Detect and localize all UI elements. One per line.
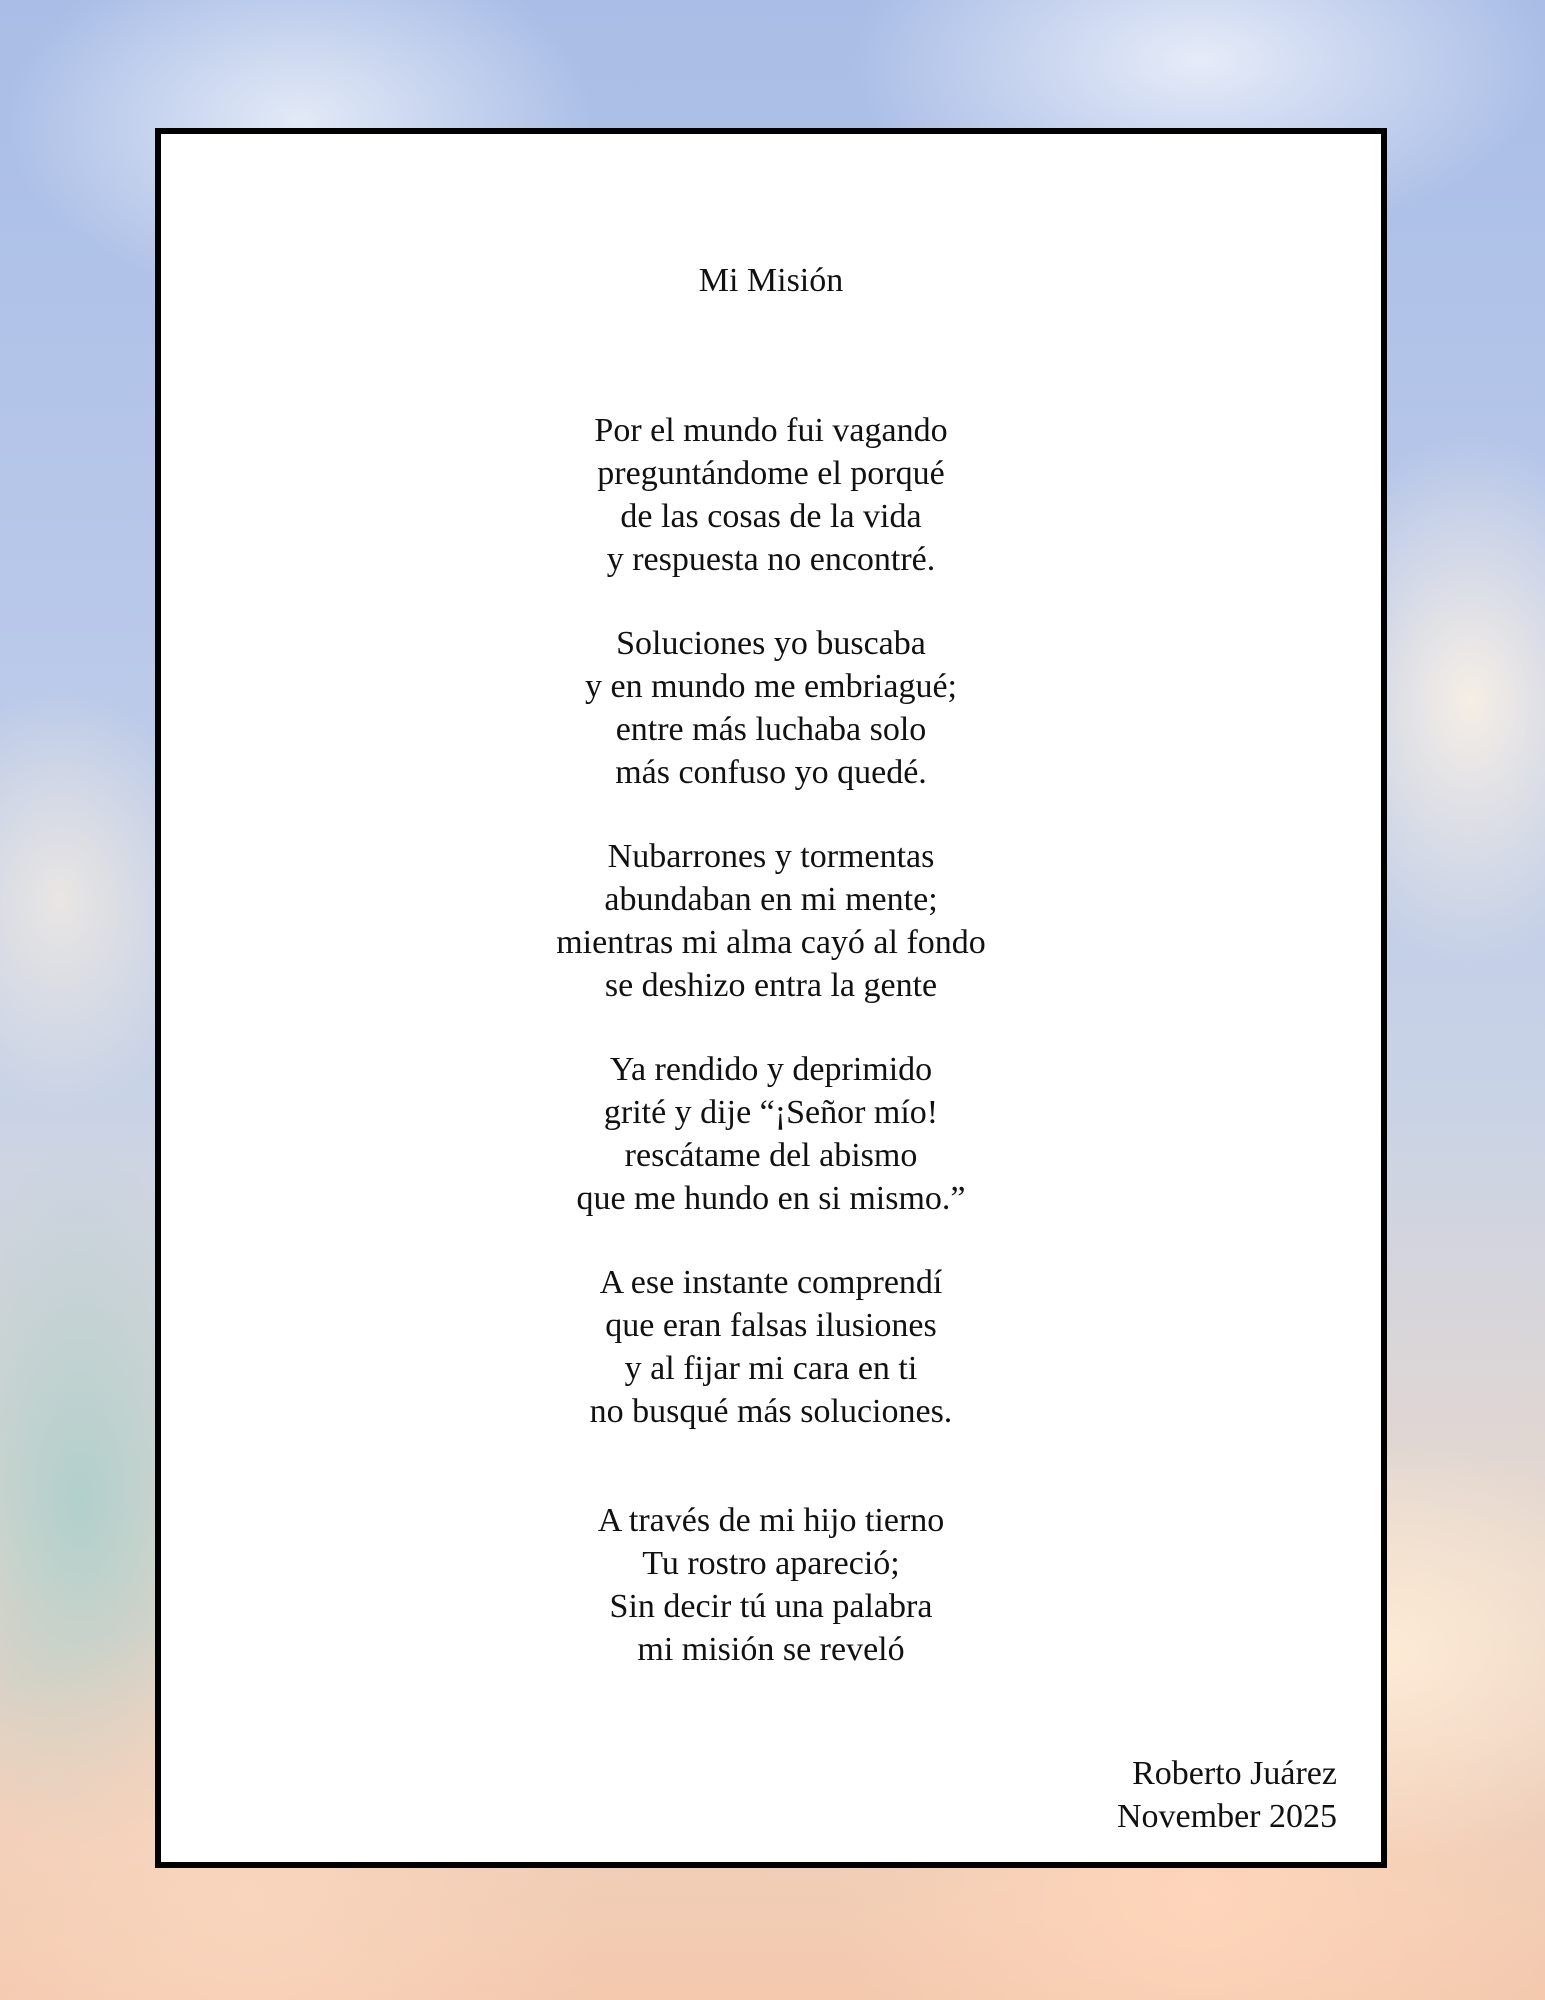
- verse-line: Por el mundo fui vagando: [594, 412, 948, 449]
- verse-line: preguntándome el porqué: [597, 455, 945, 492]
- verse-line: que eran falsas ilusiones: [605, 1307, 937, 1344]
- poem-page: [155, 128, 1387, 1868]
- verse-line: de las cosas de la vida: [620, 498, 922, 535]
- verse-line: rescátame del abismo: [624, 1137, 918, 1174]
- author-name: Roberto Juárez: [1132, 1755, 1337, 1792]
- verse-line: y al fijar mi cara en ti: [624, 1350, 918, 1387]
- verse-line: mi misión se reveló: [637, 1631, 905, 1668]
- stanza: [161, 835, 1381, 1007]
- stanza: [161, 409, 1381, 581]
- verse-line: y en mundo me embriagué;: [584, 668, 957, 705]
- verse-line: y respuesta no encontré.: [606, 541, 936, 578]
- verse-line: A través de mi hijo tierno: [597, 1502, 945, 1539]
- poem-body: [161, 409, 1381, 1712]
- stanza: [161, 622, 1381, 794]
- verse-line: no busqué más soluciones.: [589, 1393, 953, 1430]
- verse-line: entre más luchaba solo: [615, 711, 927, 748]
- poem-date: November 2025: [1116, 1798, 1337, 1835]
- verse-line: mientras mi alma cayó al fondo: [556, 924, 986, 961]
- verse-line: A ese instante comprendí: [599, 1264, 943, 1301]
- stanza: [161, 1048, 1381, 1220]
- verse-line: Tu rostro apareció;: [642, 1545, 900, 1582]
- signature: [1117, 1752, 1337, 1838]
- verse-line: se deshizo entra la gente: [604, 967, 938, 1004]
- verse-line: Nubarrones y tormentas: [607, 838, 935, 875]
- verse-line: Sin decir tú una palabra: [609, 1588, 933, 1625]
- verse-line: que me hundo en si mismo.”: [576, 1180, 966, 1217]
- verse-line: grité y dije “¡Señor mío!: [603, 1094, 939, 1131]
- poem-title: Mi Misión: [698, 262, 844, 299]
- verse-line: abundaban en mi mente;: [604, 881, 938, 918]
- verse-line: más confuso yo quedé.: [615, 754, 927, 791]
- stanza: [161, 1261, 1381, 1433]
- verse-line: Soluciones yo buscaba: [616, 625, 926, 662]
- stanza: [161, 1499, 1381, 1671]
- verse-line: Ya rendido y deprimido: [609, 1051, 933, 1088]
